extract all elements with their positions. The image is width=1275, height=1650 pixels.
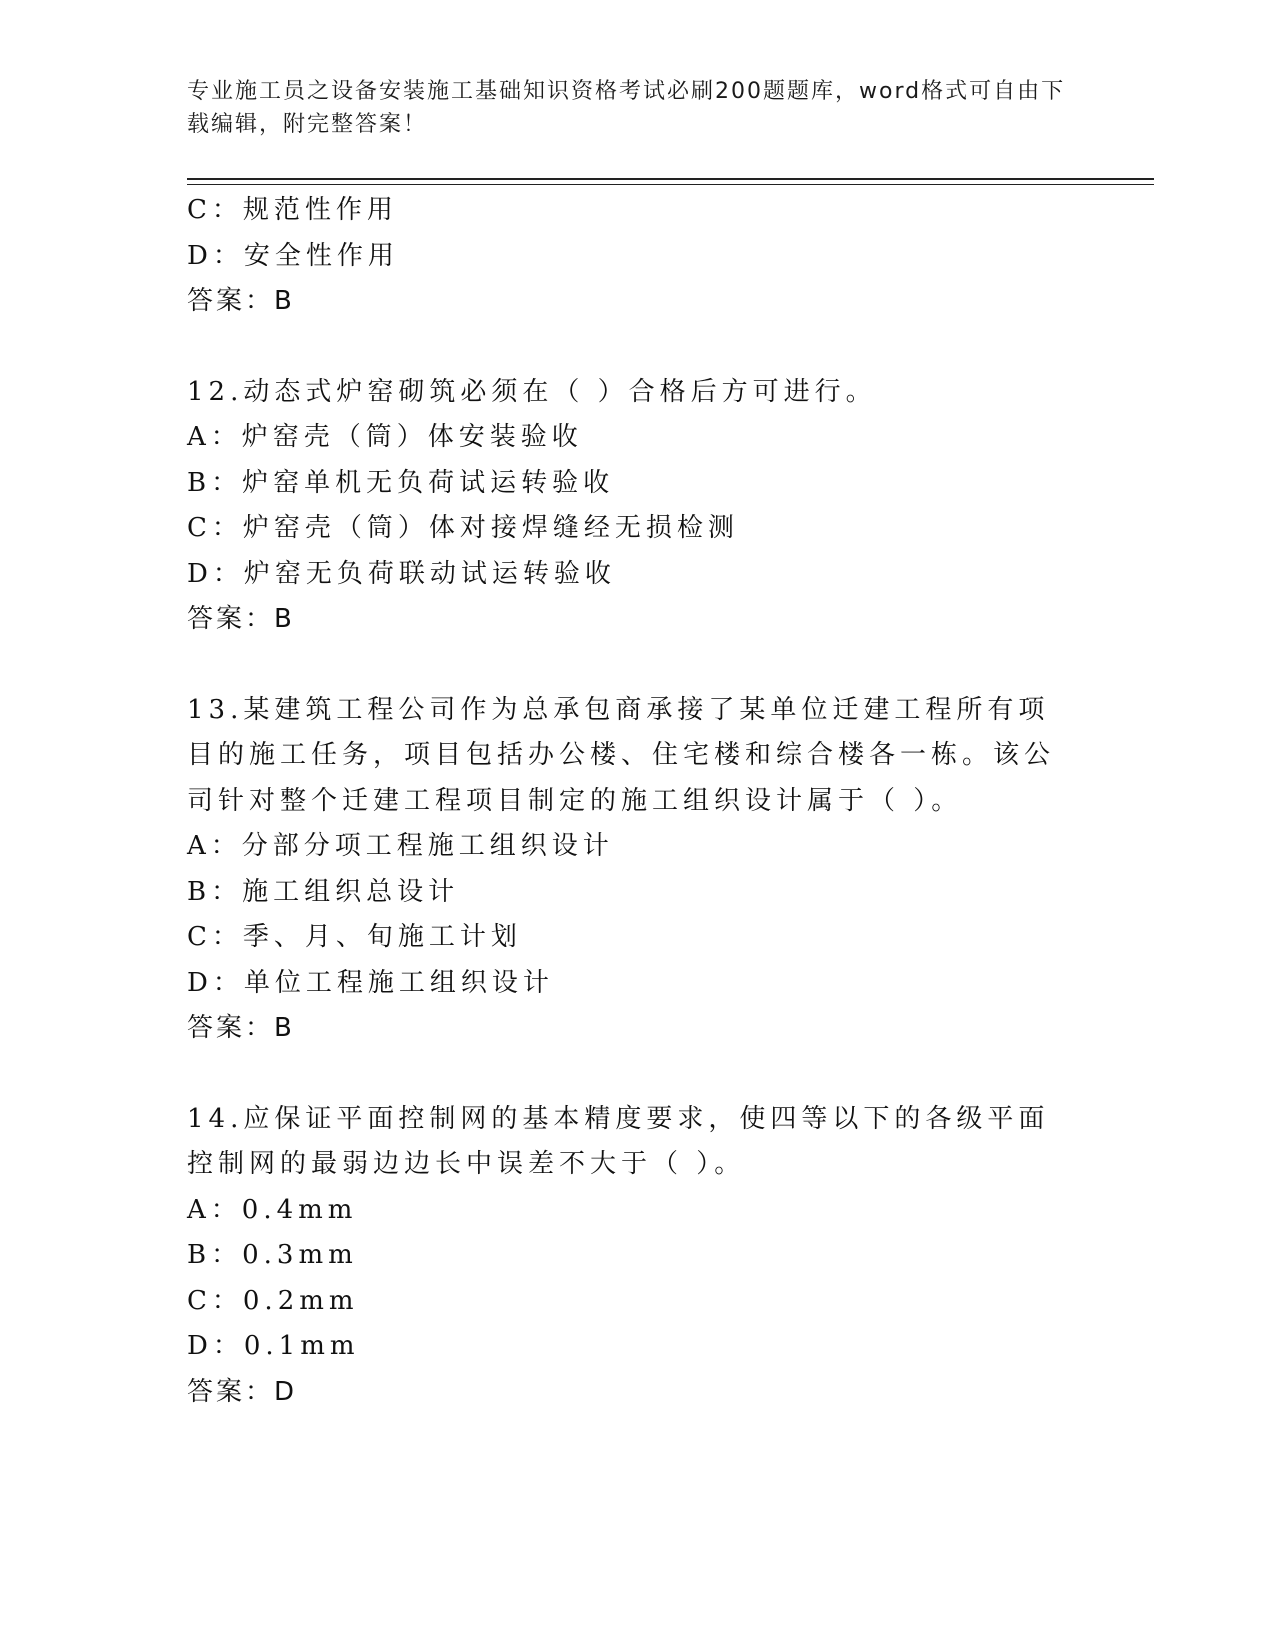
option-b: B：炉窑单机无负荷试运转验收: [187, 467, 615, 498]
header-divider-thick: [187, 178, 1154, 180]
option-b: B：施工组织总设计: [187, 876, 460, 907]
question-text: 13.某建筑工程公司作为总承包商承接了某单位迁建工程所有项目的施工任务，项目包括办公楼、住宅楼和综合楼各一栋。该公司针对整个迁建工程项目制定的施工组织设计属于（ ）。: [187, 694, 1056, 816]
spacer: [187, 325, 1087, 370]
option-c: C：炉窑壳（筒）体对接焊缝经无损检测: [187, 513, 739, 543]
option-d: D：0.1mm: [187, 1331, 360, 1361]
question-12: [187, 370, 1087, 643]
answer: 答案：B: [187, 604, 295, 634]
option-c: C：规范性作用: [187, 195, 398, 225]
option-d: D：安全性作用: [187, 240, 399, 271]
header-divider-thin: [187, 184, 1154, 185]
question-list: [187, 188, 1087, 1415]
question-14: [187, 1097, 1087, 1416]
spacer: [187, 643, 1087, 688]
option-b: B：0.3mm: [187, 1240, 358, 1270]
question-11-continued: [187, 188, 1087, 325]
option-a: A：分部分项工程施工组织设计: [187, 831, 614, 861]
option-a: A：0.4mm: [187, 1194, 358, 1225]
question-13: [187, 688, 1087, 1052]
answer: 答案：D: [187, 1376, 298, 1407]
answer: 答案：B: [187, 286, 295, 316]
option-c: C：0.2mm: [187, 1285, 359, 1316]
option-a: A：炉窑壳（筒）体安装验收: [187, 422, 583, 452]
spacer: [187, 1052, 1087, 1097]
option-d: D：炉窑无负荷联动试运转验收: [187, 558, 616, 589]
answer: 答案：B: [187, 1013, 295, 1043]
question-text: 12.动态式炉窑砌筑必须在（ ）合格后方可进行。: [187, 376, 877, 407]
option-d: D：单位工程施工组织设计: [187, 967, 554, 998]
question-text: 14.应保证平面控制网的基本精度要求，使四等以下的各级平面控制网的最弱边边长中误差不大于（ ）。: [187, 1103, 1050, 1179]
document-header: 专业施工员之设备安装施工基础知识资格考试必刷200题题库，word格式可自由下载编辑，附完整答案！: [187, 79, 1066, 137]
option-c: C：季、月、旬施工计划: [187, 922, 522, 952]
